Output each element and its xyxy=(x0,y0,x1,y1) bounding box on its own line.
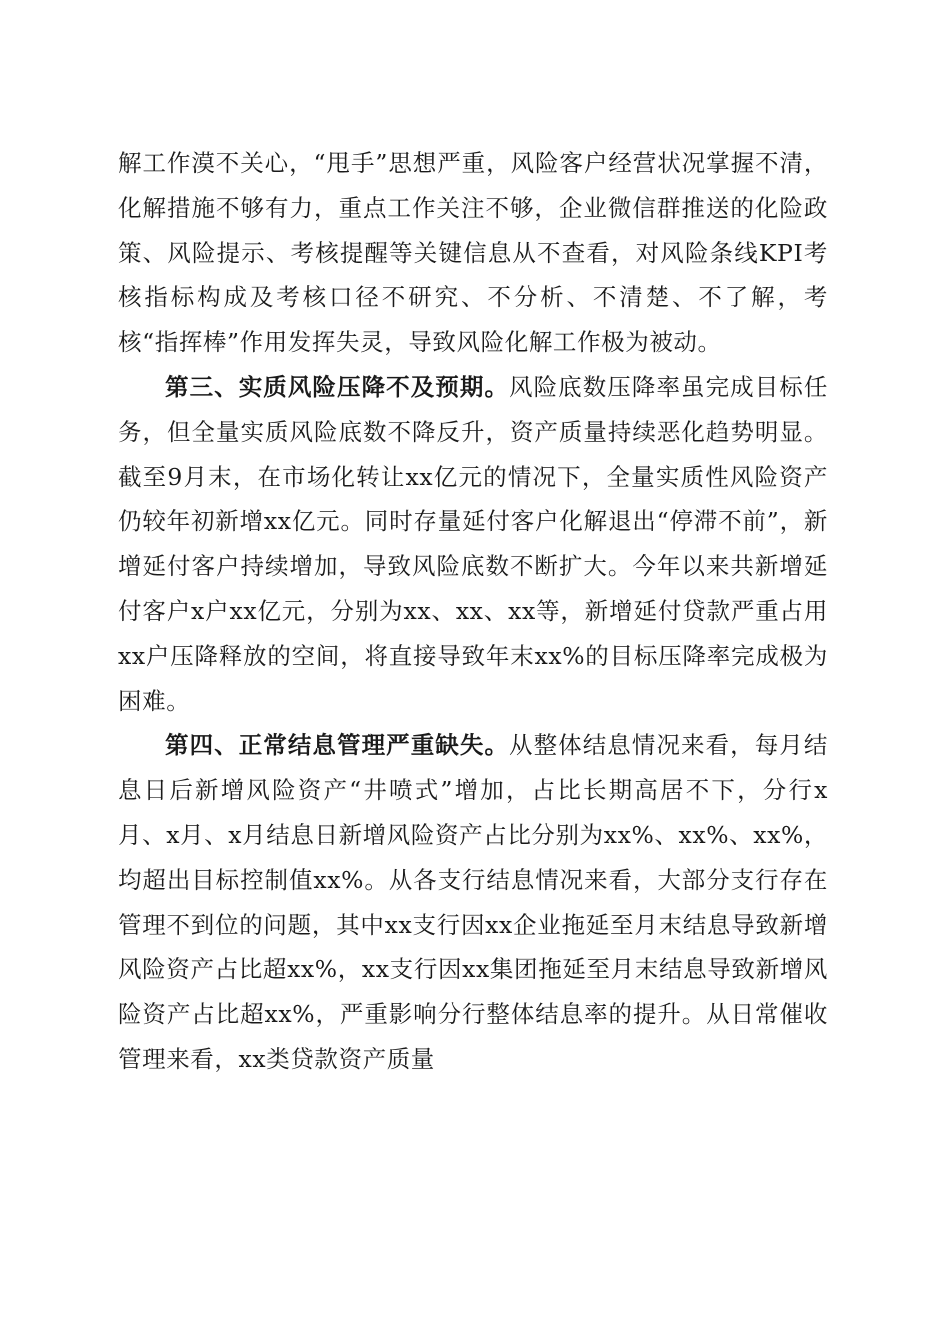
paragraph-text: 解工作漠不关心，“甩手”思想严重，风险客户经营状况掌握不清，化解措施不够有力，重点工作关注不够，企业微信群推送的化险政策、风险提示、考核提醒等关键信息从不查看，对风险条线KPI考核指标构成及考核口径不研究、不分析、不清楚、不了解，考核“指挥棒”作用发挥失灵，导致风险化解工作极为被动。 xyxy=(118,149,828,357)
paragraph-section-four xyxy=(118,723,828,1081)
document-body xyxy=(118,141,828,1082)
section-heading: 第四、正常结息管理严重缺失。 xyxy=(165,731,510,760)
section-heading: 第三、实质风险压降不及预期。 xyxy=(165,372,510,401)
paragraph-text: 风险底数压降率虽完成目标任务，但全量实质风险底数不降反升，资产质量持续恶化趋势明显。截至9月末，在市场化转让xx亿元的情况下，全量实质性风险资产仍较年初新增xx亿元。同时存量延付客户化解退出“停滞不前”，新增延付客户持续增加，导致风险底数不断扩大。今年以来共新增延付客户x户xx亿元，分别为xx、xx、xx等，新增延付贷款严重占用xx户压降释放的空间，将直接导致年末xx%的目标压降率完成极为困难。 xyxy=(118,372,828,715)
paragraph-continued xyxy=(118,141,828,365)
paragraph-text: 从整体结息情况来看，每月结息日后新增风险资产“井喷式”增加，占比长期高居不下，分行x月、x月、x月结息日新增风险资产占比分别为xx%、xx%、xx%，均超出目标控制值xx%。从各支行结息情况来看，大部分支行存在管理不到位的问题，其中xx支行因xx企业拖延至月末结息导致新增风险资产占比超xx%，xx支行因xx集团拖延至月末结息导致新增风险资产占比超xx%，严重影响分行整体结息率的提升。从日常催收管理来看，xx类贷款资产质量 xyxy=(118,731,828,1073)
paragraph-section-three xyxy=(118,365,828,723)
